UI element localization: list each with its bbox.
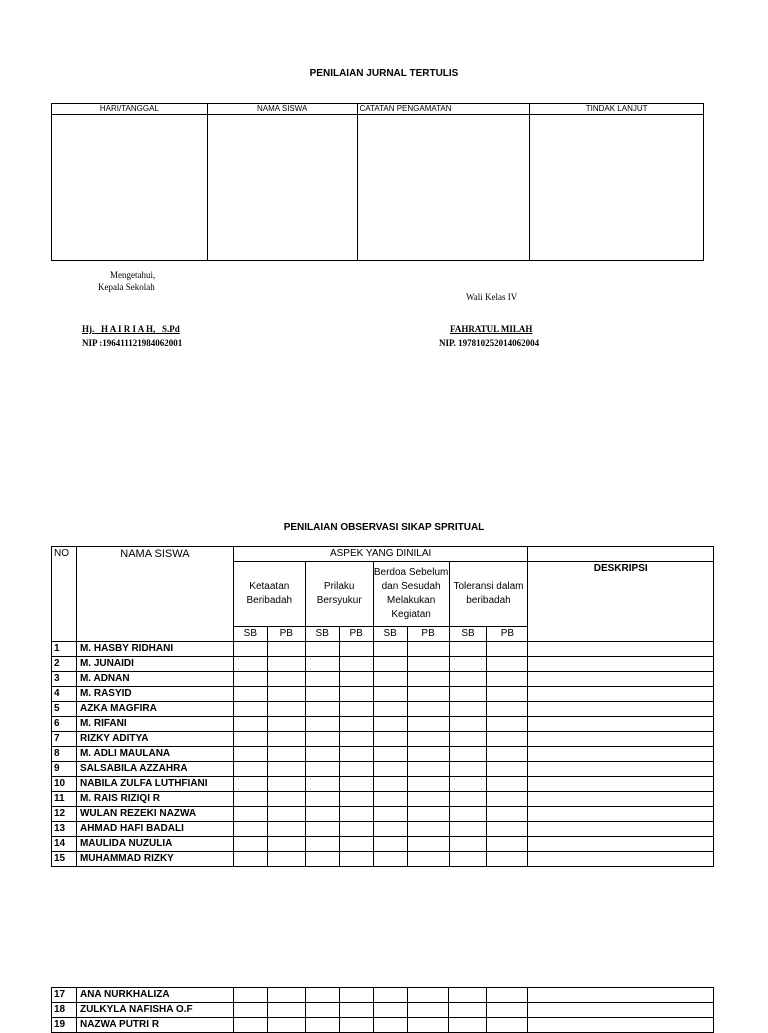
score-cell[interactable] bbox=[487, 988, 528, 1003]
observation-title: PENILAIAN OBSERVASI SIKAP SPRITUAL bbox=[283, 522, 485, 533]
score-cell[interactable] bbox=[487, 702, 528, 717]
score-cell[interactable] bbox=[305, 702, 339, 717]
score-cell[interactable] bbox=[407, 657, 449, 672]
score-cell[interactable] bbox=[449, 807, 487, 822]
student-row bbox=[52, 687, 714, 702]
description-cell[interactable] bbox=[528, 657, 714, 672]
student-name: WULAN REZEKI NAZWA bbox=[76, 807, 233, 822]
student-no: 19 bbox=[52, 1018, 77, 1033]
sub-pb: PB bbox=[267, 627, 305, 642]
score-cell[interactable] bbox=[339, 717, 373, 732]
score-cell[interactable] bbox=[339, 762, 373, 777]
score-cell[interactable] bbox=[233, 822, 267, 837]
score-cell[interactable] bbox=[305, 792, 339, 807]
student-name: SALSABILA AZZAHRA bbox=[76, 762, 233, 777]
score-cell[interactable] bbox=[373, 837, 407, 852]
score-cell[interactable] bbox=[373, 852, 407, 867]
score-cell[interactable] bbox=[267, 672, 305, 687]
score-cell[interactable] bbox=[339, 837, 373, 852]
score-cell[interactable] bbox=[267, 792, 305, 807]
score-cell[interactable] bbox=[339, 702, 373, 717]
score-cell[interactable] bbox=[373, 822, 407, 837]
score-cell[interactable] bbox=[305, 777, 339, 792]
score-cell[interactable] bbox=[407, 792, 449, 807]
score-cell[interactable] bbox=[233, 747, 267, 762]
student-name: M. RAIS RIZIQI R bbox=[76, 792, 233, 807]
score-cell[interactable] bbox=[373, 747, 407, 762]
score-cell[interactable] bbox=[233, 642, 267, 657]
student-name: M. RASYID bbox=[76, 687, 233, 702]
student-no: 5 bbox=[52, 702, 77, 717]
header-desc: DESKRIPSI bbox=[528, 562, 714, 642]
score-cell[interactable] bbox=[449, 1003, 487, 1018]
student-no: 4 bbox=[52, 687, 77, 702]
student-name: NAZWA PUTRI R bbox=[76, 1018, 233, 1033]
score-cell[interactable] bbox=[487, 792, 528, 807]
score-cell[interactable] bbox=[233, 777, 267, 792]
score-cell[interactable] bbox=[449, 777, 487, 792]
student-row bbox=[52, 1003, 714, 1018]
score-cell[interactable] bbox=[305, 807, 339, 822]
score-cell[interactable] bbox=[267, 837, 305, 852]
student-row bbox=[52, 777, 714, 792]
score-cell[interactable] bbox=[407, 687, 449, 702]
description-cell[interactable] bbox=[528, 732, 714, 747]
journal-cell[interactable] bbox=[530, 115, 704, 261]
student-name: RIZKY ADITYA bbox=[76, 732, 233, 747]
description-cell[interactable] bbox=[528, 777, 714, 792]
score-cell[interactable] bbox=[449, 687, 487, 702]
score-cell[interactable] bbox=[487, 747, 528, 762]
score-cell[interactable] bbox=[267, 747, 305, 762]
sub-pb: PB bbox=[487, 627, 528, 642]
student-row bbox=[52, 732, 714, 747]
journal-header-notes: CATATAN PENGAMATAN bbox=[357, 104, 530, 115]
score-cell[interactable] bbox=[449, 852, 487, 867]
score-cell[interactable] bbox=[373, 687, 407, 702]
score-cell[interactable] bbox=[339, 852, 373, 867]
journal-cell[interactable] bbox=[52, 115, 208, 261]
score-cell[interactable] bbox=[233, 1018, 267, 1033]
score-cell[interactable] bbox=[373, 1003, 407, 1018]
score-cell[interactable] bbox=[449, 747, 487, 762]
score-cell[interactable] bbox=[373, 732, 407, 747]
score-cell[interactable] bbox=[373, 792, 407, 807]
student-name: MAULIDA NUZULIA bbox=[76, 837, 233, 852]
sig-left-line1: Mengetahui, bbox=[110, 270, 156, 280]
score-cell[interactable] bbox=[305, 852, 339, 867]
score-cell[interactable] bbox=[449, 988, 487, 1003]
score-cell[interactable] bbox=[487, 642, 528, 657]
score-cell[interactable] bbox=[449, 642, 487, 657]
sig-left-line2: Kepala Sekolah bbox=[98, 282, 155, 292]
score-cell[interactable] bbox=[373, 642, 407, 657]
score-cell[interactable] bbox=[305, 732, 339, 747]
student-no: 2 bbox=[52, 657, 77, 672]
score-cell[interactable] bbox=[407, 717, 449, 732]
student-row bbox=[52, 988, 714, 1003]
score-cell[interactable] bbox=[487, 822, 528, 837]
score-cell[interactable] bbox=[305, 1018, 339, 1033]
description-cell[interactable] bbox=[528, 988, 714, 1003]
score-cell[interactable] bbox=[373, 717, 407, 732]
score-cell[interactable] bbox=[267, 702, 305, 717]
student-name: ANA NURKHALIZA bbox=[76, 988, 233, 1003]
journal-cell[interactable] bbox=[207, 115, 357, 261]
sig-left-nip: NIP :196411121984062001 bbox=[82, 338, 183, 348]
score-cell[interactable] bbox=[373, 657, 407, 672]
score-cell[interactable] bbox=[407, 822, 449, 837]
score-cell[interactable] bbox=[449, 732, 487, 747]
score-cell[interactable] bbox=[305, 642, 339, 657]
score-cell[interactable] bbox=[449, 672, 487, 687]
journal-title: PENILAIAN JURNAL TERTULIS bbox=[309, 68, 459, 79]
score-cell[interactable] bbox=[339, 807, 373, 822]
score-cell[interactable] bbox=[407, 1018, 449, 1033]
student-row bbox=[52, 822, 714, 837]
score-cell[interactable] bbox=[339, 1018, 373, 1033]
description-cell[interactable] bbox=[528, 1003, 714, 1018]
score-cell[interactable] bbox=[233, 762, 267, 777]
description-cell[interactable] bbox=[528, 702, 714, 717]
student-name: M. RIFANI bbox=[76, 717, 233, 732]
score-cell[interactable] bbox=[267, 852, 305, 867]
score-cell[interactable] bbox=[487, 777, 528, 792]
score-cell[interactable] bbox=[487, 732, 528, 747]
score-cell[interactable] bbox=[487, 687, 528, 702]
score-cell[interactable] bbox=[339, 672, 373, 687]
student-row bbox=[52, 792, 714, 807]
score-cell[interactable] bbox=[487, 657, 528, 672]
score-cell[interactable] bbox=[407, 702, 449, 717]
description-cell[interactable] bbox=[528, 837, 714, 852]
student-no: 13 bbox=[52, 822, 77, 837]
student-name: ZULKYLA NAFISHA O.F bbox=[76, 1003, 233, 1018]
score-cell[interactable] bbox=[305, 747, 339, 762]
student-row bbox=[52, 672, 714, 687]
score-cell[interactable] bbox=[305, 672, 339, 687]
student-no: 6 bbox=[52, 717, 77, 732]
student-name: AHMAD HAFI BADALI bbox=[76, 822, 233, 837]
score-cell[interactable] bbox=[449, 1018, 487, 1033]
score-cell[interactable] bbox=[407, 672, 449, 687]
description-cell[interactable] bbox=[528, 747, 714, 762]
journal-header-name: NAMA SISWA bbox=[207, 104, 357, 115]
journal-table bbox=[51, 103, 704, 261]
score-cell[interactable] bbox=[373, 762, 407, 777]
student-no: 11 bbox=[52, 792, 77, 807]
student-name: M. ADLI MAULANA bbox=[76, 747, 233, 762]
aspect-prilaku: Prilaku Bersyukur bbox=[305, 562, 373, 627]
score-cell[interactable] bbox=[305, 988, 339, 1003]
description-cell[interactable] bbox=[528, 717, 714, 732]
score-cell[interactable] bbox=[487, 807, 528, 822]
aspect-ketaatan: Ketaatan Beribadah bbox=[233, 562, 305, 627]
score-cell[interactable] bbox=[373, 807, 407, 822]
description-cell[interactable] bbox=[528, 687, 714, 702]
student-no: 15 bbox=[52, 852, 77, 867]
score-cell[interactable] bbox=[373, 777, 407, 792]
student-row bbox=[52, 747, 714, 762]
score-cell[interactable] bbox=[339, 657, 373, 672]
score-cell[interactable] bbox=[305, 687, 339, 702]
score-cell[interactable] bbox=[267, 642, 305, 657]
score-cell[interactable] bbox=[487, 672, 528, 687]
sub-sb: SB bbox=[449, 627, 487, 642]
score-cell[interactable] bbox=[487, 837, 528, 852]
journal-cell[interactable] bbox=[357, 115, 530, 261]
score-cell[interactable] bbox=[407, 807, 449, 822]
score-cell[interactable] bbox=[487, 762, 528, 777]
score-cell[interactable] bbox=[339, 687, 373, 702]
observation-table-continued bbox=[51, 987, 714, 1033]
student-no: 12 bbox=[52, 807, 77, 822]
student-name: AZKA MAGFIRA bbox=[76, 702, 233, 717]
score-cell[interactable] bbox=[339, 777, 373, 792]
student-row bbox=[52, 852, 714, 867]
score-cell[interactable] bbox=[449, 702, 487, 717]
description-cell[interactable] bbox=[528, 672, 714, 687]
score-cell[interactable] bbox=[487, 717, 528, 732]
header-desc-spacer bbox=[528, 547, 714, 562]
score-cell[interactable] bbox=[305, 1003, 339, 1018]
header-name: NAMA SISWA bbox=[76, 547, 233, 642]
description-cell[interactable] bbox=[528, 792, 714, 807]
sub-sb: SB bbox=[233, 627, 267, 642]
score-cell[interactable] bbox=[267, 687, 305, 702]
score-cell[interactable] bbox=[373, 672, 407, 687]
score-cell[interactable] bbox=[339, 822, 373, 837]
journal-header-date: HARI/TANGGAL bbox=[52, 104, 208, 115]
score-cell[interactable] bbox=[233, 807, 267, 822]
score-cell[interactable] bbox=[449, 657, 487, 672]
score-cell[interactable] bbox=[339, 642, 373, 657]
score-cell[interactable] bbox=[305, 717, 339, 732]
score-cell[interactable] bbox=[407, 732, 449, 747]
description-cell[interactable] bbox=[528, 1018, 714, 1033]
description-cell[interactable] bbox=[528, 822, 714, 837]
sig-right-role: Wali Kelas IV bbox=[466, 292, 518, 302]
score-cell[interactable] bbox=[233, 837, 267, 852]
score-cell[interactable] bbox=[233, 1003, 267, 1018]
description-cell[interactable] bbox=[528, 762, 714, 777]
score-cell[interactable] bbox=[267, 732, 305, 747]
sig-left-name: Hj. H A I R I A H, S.Pd bbox=[82, 324, 180, 334]
score-cell[interactable] bbox=[233, 988, 267, 1003]
score-cell[interactable] bbox=[407, 1003, 449, 1018]
student-name: NABILA ZULFA LUTHFIANI bbox=[76, 777, 233, 792]
student-row bbox=[52, 762, 714, 777]
student-row bbox=[52, 657, 714, 672]
student-no: 18 bbox=[52, 1003, 77, 1018]
score-cell[interactable] bbox=[487, 1003, 528, 1018]
score-cell[interactable] bbox=[449, 762, 487, 777]
score-cell[interactable] bbox=[267, 988, 305, 1003]
sub-sb: SB bbox=[305, 627, 339, 642]
score-cell[interactable] bbox=[267, 717, 305, 732]
score-cell[interactable] bbox=[407, 852, 449, 867]
score-cell[interactable] bbox=[373, 702, 407, 717]
score-cell[interactable] bbox=[449, 717, 487, 732]
score-cell[interactable] bbox=[233, 717, 267, 732]
score-cell[interactable] bbox=[233, 687, 267, 702]
score-cell[interactable] bbox=[233, 702, 267, 717]
aspect-toleransi: Toleransi dalam beribadah bbox=[449, 562, 528, 627]
score-cell[interactable] bbox=[267, 657, 305, 672]
score-cell[interactable] bbox=[407, 762, 449, 777]
student-row bbox=[52, 642, 714, 657]
score-cell[interactable] bbox=[267, 762, 305, 777]
student-row bbox=[52, 717, 714, 732]
score-cell[interactable] bbox=[449, 792, 487, 807]
score-cell[interactable] bbox=[487, 852, 528, 867]
student-no: 7 bbox=[52, 732, 77, 747]
description-cell[interactable] bbox=[528, 642, 714, 657]
score-cell[interactable] bbox=[267, 777, 305, 792]
score-cell[interactable] bbox=[449, 822, 487, 837]
sig-right-name: FAHRATUL MILAH bbox=[450, 324, 533, 334]
score-cell[interactable] bbox=[305, 837, 339, 852]
student-name: MUHAMMAD RIZKY bbox=[76, 852, 233, 867]
score-cell[interactable] bbox=[233, 732, 267, 747]
student-row bbox=[52, 702, 714, 717]
score-cell[interactable] bbox=[373, 988, 407, 1003]
aspect-berdoa: Berdoa Sebelum dan Sesudah Melakukan Kegiatan bbox=[373, 562, 449, 627]
sub-sb: SB bbox=[373, 627, 407, 642]
student-no: 14 bbox=[52, 837, 77, 852]
student-row bbox=[52, 807, 714, 822]
score-cell[interactable] bbox=[267, 807, 305, 822]
observation-table bbox=[51, 546, 714, 867]
score-cell[interactable] bbox=[267, 1003, 305, 1018]
score-cell[interactable] bbox=[305, 762, 339, 777]
description-cell[interactable] bbox=[528, 807, 714, 822]
score-cell[interactable] bbox=[339, 1003, 373, 1018]
score-cell[interactable] bbox=[487, 1018, 528, 1033]
score-cell[interactable] bbox=[339, 747, 373, 762]
score-cell[interactable] bbox=[233, 657, 267, 672]
student-row bbox=[52, 1018, 714, 1033]
score-cell[interactable] bbox=[339, 792, 373, 807]
score-cell[interactable] bbox=[267, 822, 305, 837]
student-name: M. HASBY RIDHANI bbox=[76, 642, 233, 657]
student-no: 9 bbox=[52, 762, 77, 777]
student-name: M. JUNAIDI bbox=[76, 657, 233, 672]
score-cell[interactable] bbox=[267, 1018, 305, 1033]
journal-header-followup: TINDAK LANJUT bbox=[530, 104, 704, 115]
header-aspect: ASPEK YANG DINILAI bbox=[233, 547, 528, 562]
score-cell[interactable] bbox=[407, 837, 449, 852]
score-cell[interactable] bbox=[449, 837, 487, 852]
score-cell[interactable] bbox=[407, 747, 449, 762]
student-no: 17 bbox=[52, 988, 77, 1003]
student-no: 10 bbox=[52, 777, 77, 792]
student-row bbox=[52, 837, 714, 852]
student-no: 8 bbox=[52, 747, 77, 762]
score-cell[interactable] bbox=[407, 777, 449, 792]
score-cell[interactable] bbox=[407, 642, 449, 657]
student-no: 3 bbox=[52, 672, 77, 687]
sig-right-nip: NIP. 197810252014062004 bbox=[439, 338, 540, 348]
score-cell[interactable] bbox=[407, 988, 449, 1003]
student-no: 1 bbox=[52, 642, 77, 657]
score-cell[interactable] bbox=[373, 1018, 407, 1033]
description-cell[interactable] bbox=[528, 852, 714, 867]
score-cell[interactable] bbox=[233, 852, 267, 867]
score-cell[interactable] bbox=[233, 672, 267, 687]
student-name: M. ADNAN bbox=[76, 672, 233, 687]
score-cell[interactable] bbox=[305, 822, 339, 837]
score-cell[interactable] bbox=[339, 732, 373, 747]
sub-pb: PB bbox=[339, 627, 373, 642]
score-cell[interactable] bbox=[305, 657, 339, 672]
header-no: NO bbox=[52, 547, 77, 642]
score-cell[interactable] bbox=[339, 988, 373, 1003]
score-cell[interactable] bbox=[233, 792, 267, 807]
sub-pb: PB bbox=[407, 627, 449, 642]
